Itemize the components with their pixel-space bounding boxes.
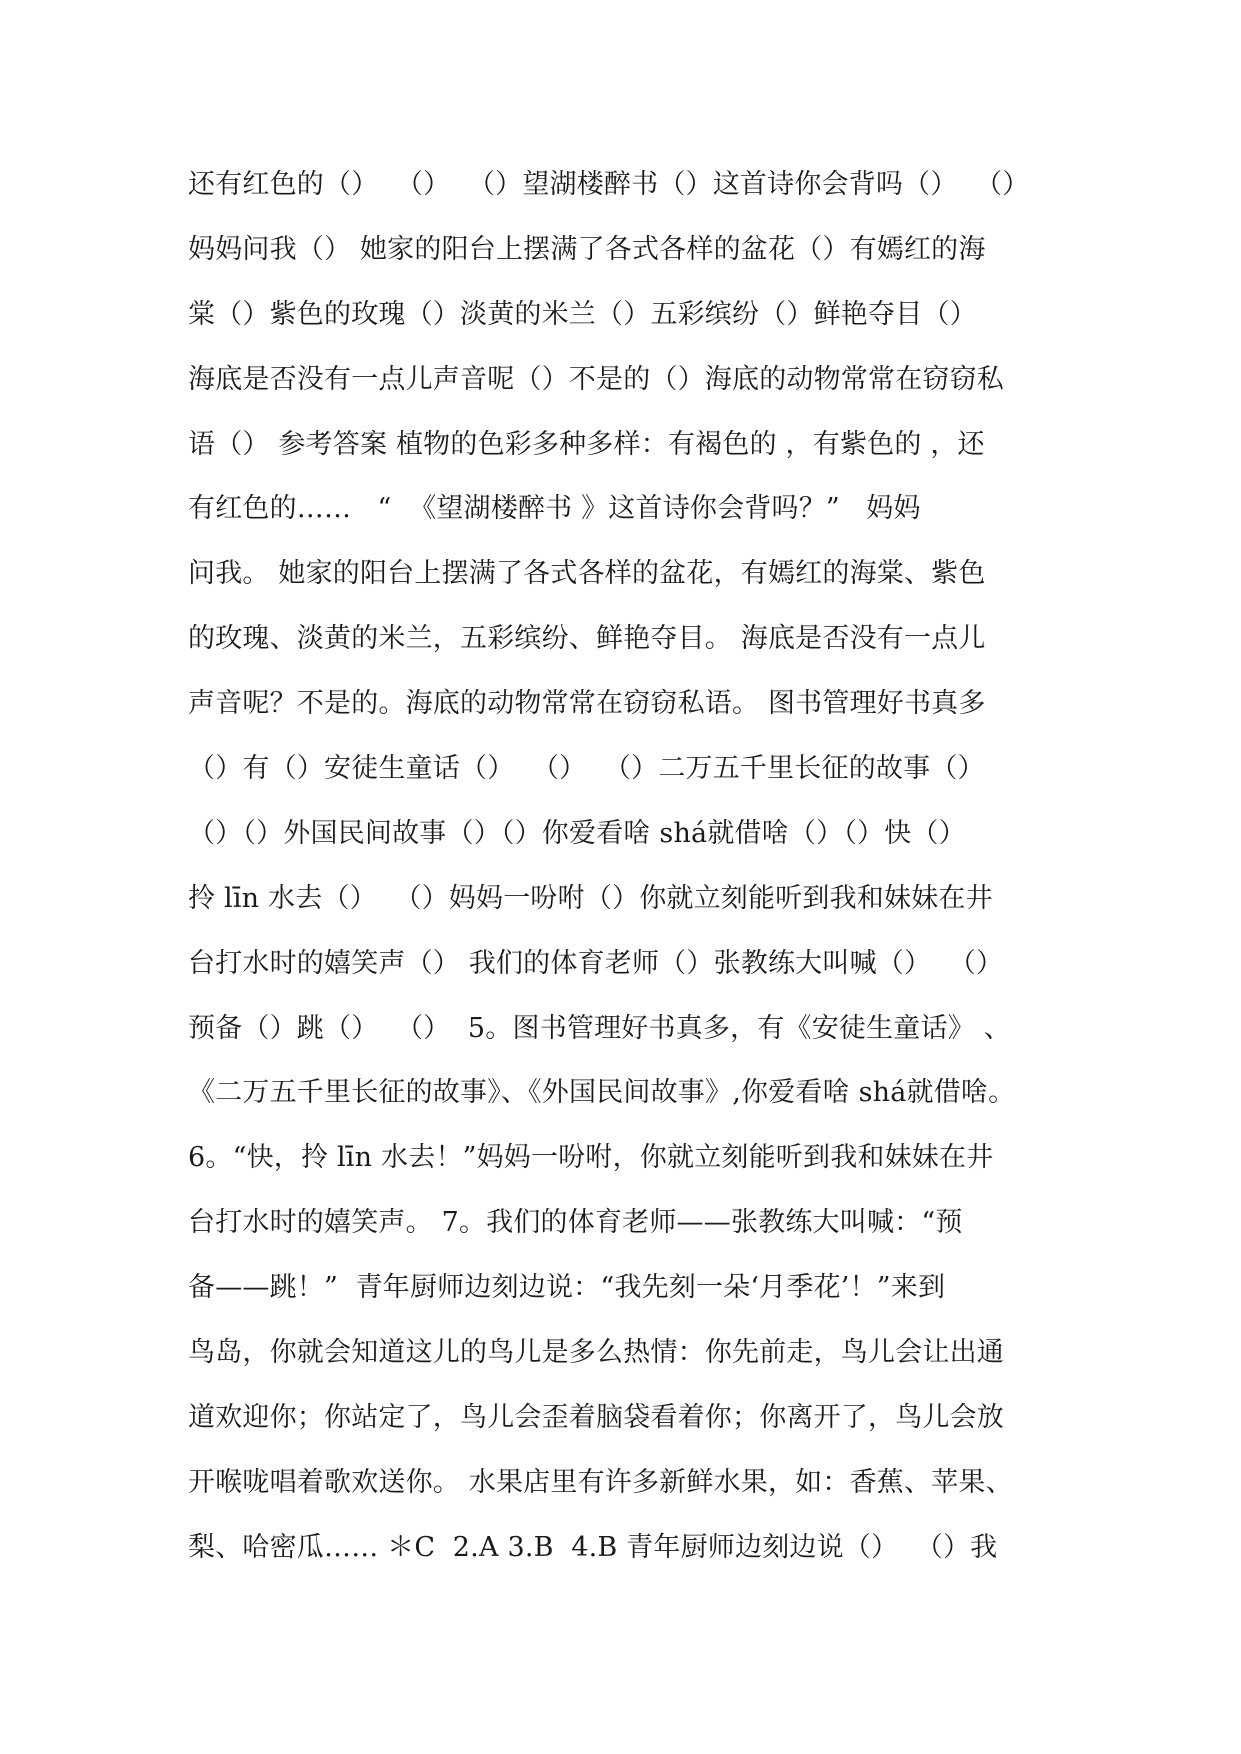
text-line: 道欢迎你；你站定了，鸟儿会歪着脑袋看着你；你离开了，鸟儿会放 xyxy=(188,1401,1004,1433)
body-text xyxy=(188,153,1068,1581)
text-line: 《二万五千里长征的故事》、《外国民间故事》,你爱看啥 shá就借啥。 xyxy=(188,1077,1016,1109)
text-line: 拎 līn 水去（） （）妈妈一吩咐（）你就立刻能听到我和妹妹在井 xyxy=(188,882,993,914)
text-line: 有红色的…… “ 《望湖楼醉书 》这首诗你会背吗？” 妈妈 xyxy=(188,493,921,525)
text-line: 还有红色的（） （） （）望湖楼醉书（）这首诗你会背吗（） （） xyxy=(188,169,1030,200)
text-line: 鸟岛，你就会知道这儿的鸟儿是多么热情：你先前走，鸟儿会让出通 xyxy=(188,1337,1004,1369)
text-line: 6。“快，拎 līn 水去！”妈妈一吩咐，你就立刻能听到我和妹妹在井 xyxy=(188,1142,994,1174)
text-line: 预备（）跳（） （） 5。图书管理好书真多，有《安徒生童话》 、 xyxy=(188,1012,1011,1044)
text-line: 备——跳！” 青年厨师边刻边说：“我先刻一朵‘月季花’！”来到 xyxy=(188,1272,946,1304)
text-line: 梨、哈密瓜…… ＊C 2.A 3.B 4.B 青年厨师边刻边说（） （）我 xyxy=(188,1531,998,1563)
text-line: 台打水时的嬉笑声（） 我们的体育老师（）张教练大叫喊（） （） xyxy=(188,947,1004,979)
text-line: 问我。 她家的阳台上摆满了各式各样的盆花，有嫣红的海棠、紫色 xyxy=(188,558,986,590)
text-line: 海底是否没有一点儿声音呢（）不是的（）海底的动物常常在窃窃私 xyxy=(188,363,1004,395)
text-line: 声音呢？不是的。海底的动物常常在窃窃私语。 图书管理好书真多 xyxy=(188,688,986,720)
text-line: 开喉咙唱着歌欢送你。 水果店里有许多新鲜水果，如：香蕉、苹果、 xyxy=(188,1466,1013,1498)
text-line: 妈妈问我（） 她家的阳台上摆满了各式各样的盆花（）有嫣红的海 xyxy=(188,233,986,265)
text-line: 的玫瑰、淡黄的米兰，五彩缤纷、鲜艳夺目。 海底是否没有一点儿 xyxy=(188,623,986,655)
text-line: 语（） 参考答案 植物的色彩多种多样：有褐色的 ，有紫色的 ，还 xyxy=(188,428,985,460)
text-line: 台打水时的嬉笑声。 7。我们的体育老师——张教练大叫喊：“预 xyxy=(188,1207,963,1239)
text-line: （）（）外国民间故事（）（）你爱看啥 shá就借啥（）（）快（） xyxy=(188,817,966,849)
text-line: （）有（）安徒生童话（） （） （）二万五千里长征的故事（） xyxy=(188,753,985,785)
text-line: 棠（）紫色的玫瑰（）淡黄的米兰（）五彩缤纷（）鲜艳夺目（） xyxy=(188,298,977,330)
